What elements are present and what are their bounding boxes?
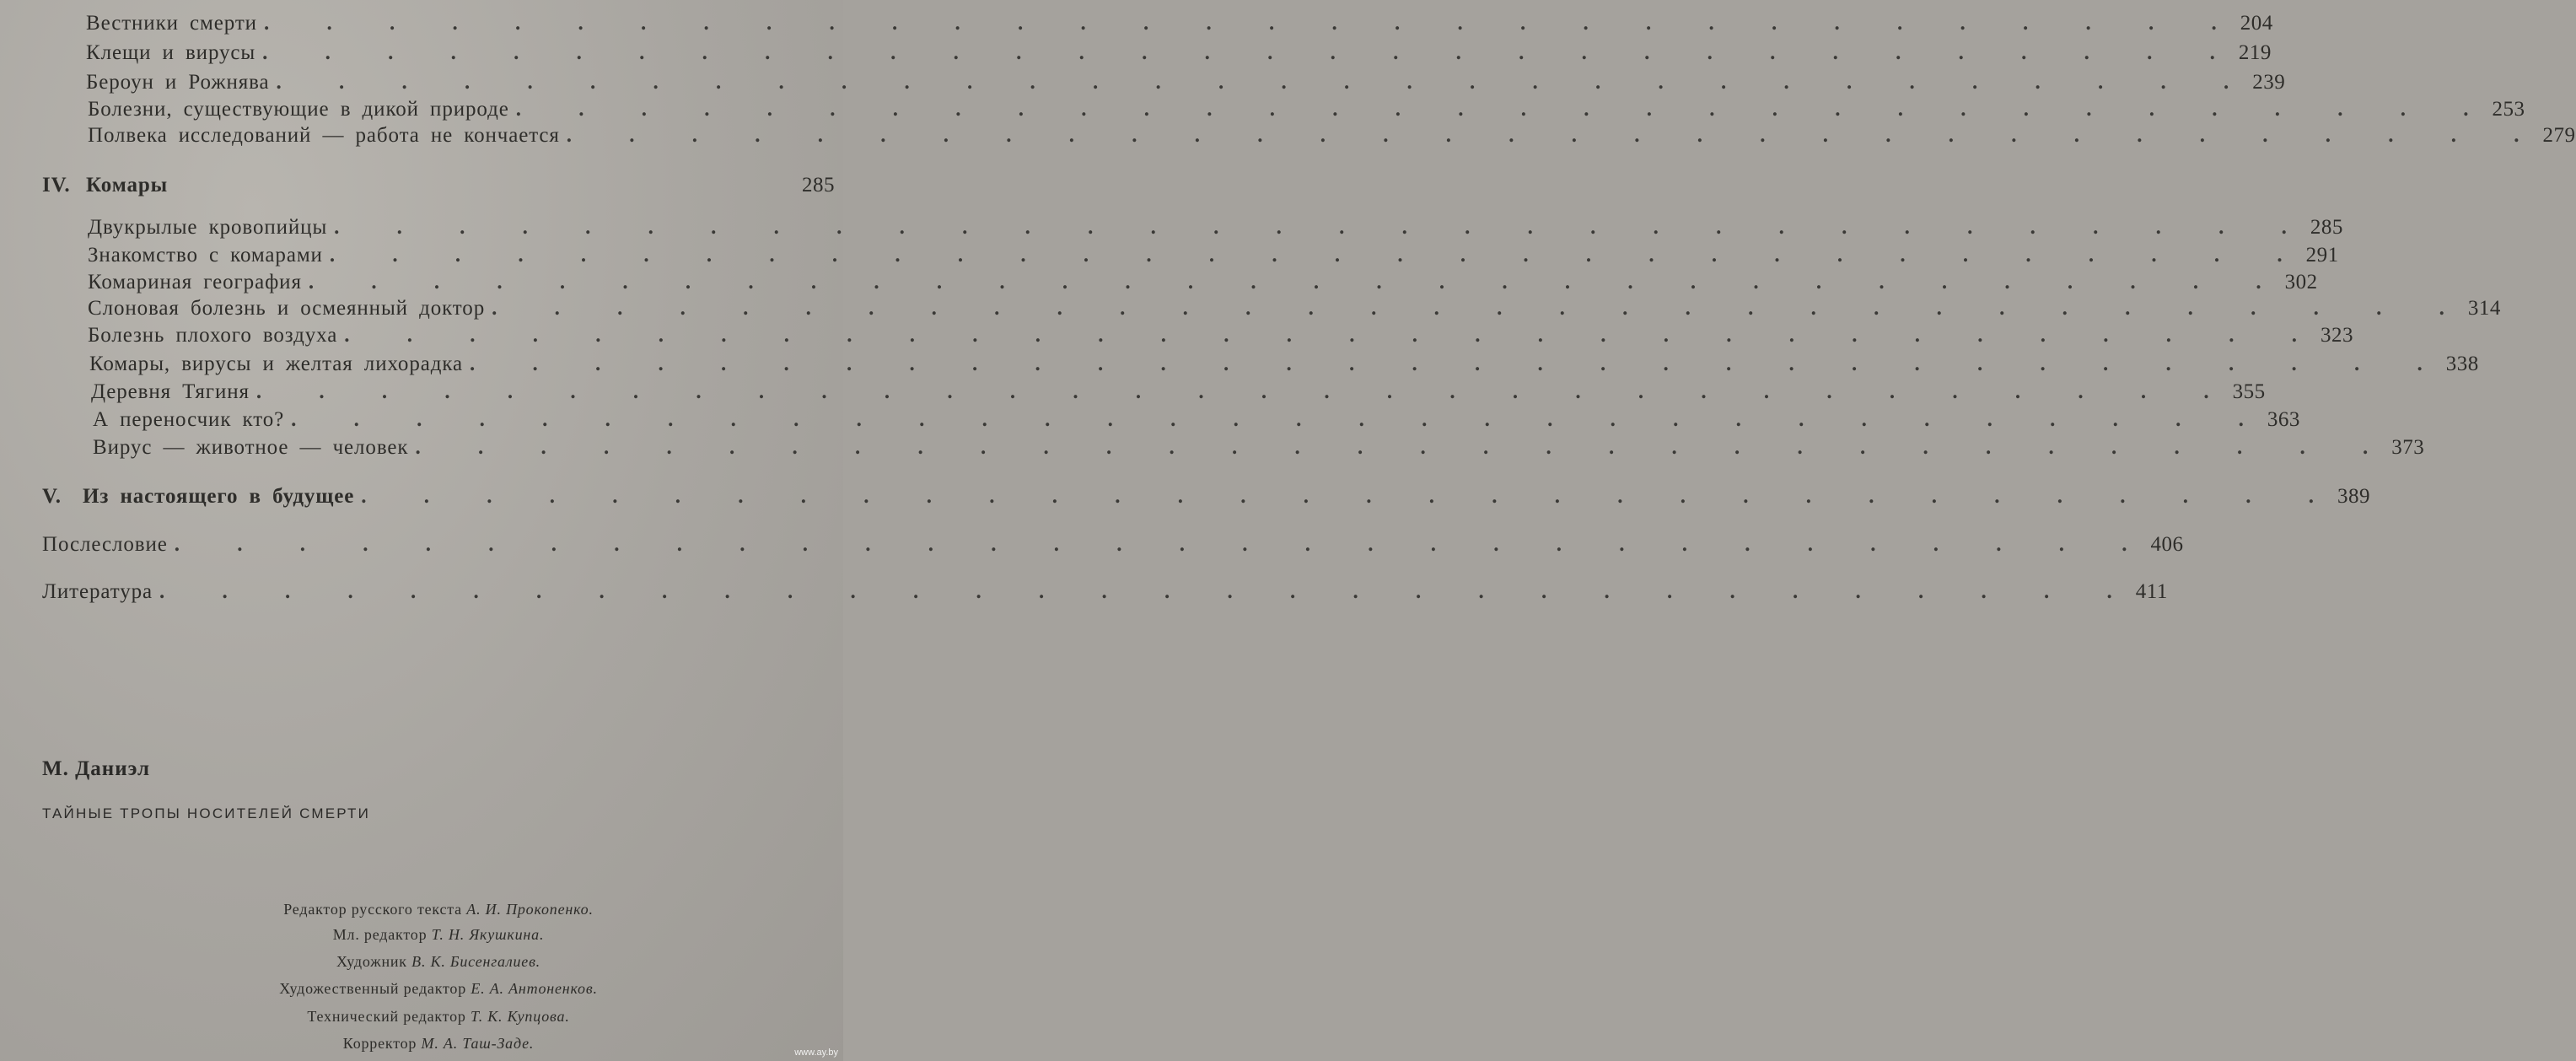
chapter-heading (42, 485, 354, 509)
credit-line (101, 926, 776, 944)
toc-entry (88, 124, 2576, 148)
toc-entry-title: Полвека исследований — работа не кончается (88, 124, 560, 147)
toc-entry-title: Деревня Тягиня (91, 380, 250, 403)
toc-entry-page: 363 (2267, 408, 2300, 431)
dot-leader: . . . . . . . . . . . . . . . . . . . . . . . . . . . . . . . . (329, 244, 2306, 267)
toc-entry (88, 244, 2339, 267)
credit-person: М. А. Таш-Заде. (421, 1035, 535, 1052)
credit-line (101, 1008, 776, 1026)
toc-entry-page: 204 (2240, 12, 2273, 35)
book-title: ТАЙНЫЕ ТРОПЫ НОСИТЕЛЕЙ СМЕРТИ (42, 805, 371, 821)
chapter-number: V. (42, 485, 62, 508)
credit-role: Художник (336, 953, 407, 970)
toc-afterword (42, 533, 2184, 557)
credit-person: Т. Н. Якушкина. (431, 926, 545, 943)
credit-role: Художественный редактор (279, 980, 467, 997)
dot-leader: . . . . . . . . . . . . . . . . . . . . . . . . . . . . . . . . (291, 408, 2267, 431)
chapter-page: 285 (802, 174, 835, 197)
dot-leader: . . . . . . . . . . . . . . . . . . . . . . . . . . . . . . . . (276, 71, 2253, 94)
dot-leader: . . . . . . . . . . . . . . . . . . . . . . . . . . . . . . . . (174, 533, 2151, 556)
watermark: www.ay.by (794, 1048, 838, 1058)
toc-entry-title: Комары, вирусы и желтая лихорадка (89, 353, 463, 375)
toc-entry-title: Клещи и вирусы (86, 41, 256, 64)
toc-chapter-iv (42, 174, 835, 197)
credit-role: Технический редактор (307, 1008, 466, 1025)
toc-entry (88, 216, 2343, 240)
toc-entry-title: Двукрылые кровопийцы (88, 216, 328, 239)
dot-leader: . . . . . . . . . . . . . . . . . . . . . . . . . . . . . . . . (470, 353, 2446, 375)
credit-person: А. И. Прокопенко. (466, 901, 594, 918)
toc-entry (88, 297, 2501, 320)
chapter-title: Комары (86, 174, 169, 197)
toc-entry-page: 355 (2232, 380, 2266, 403)
credit-role: Корректор (342, 1035, 417, 1052)
toc-entry-title: Послесловие (42, 533, 168, 556)
toc-entry (88, 98, 2525, 121)
author-name: М. Даниэл (42, 757, 150, 780)
dot-leader: . . . . . . . . . . . . . . . . . . . . . . . . . . . . . . . . (159, 580, 2136, 603)
toc-entry (88, 324, 2353, 347)
dot-leader: . . . . . . . . . . . . . . . . . . . . . . . . . . . . . . . . (361, 485, 2338, 508)
toc-entry-title: Вирус — животное — человек (93, 436, 409, 459)
toc-entry (86, 41, 2272, 65)
toc-entry-title: Болезни, существующие в дикой природе (88, 98, 509, 121)
toc-entry (93, 436, 2425, 460)
toc-entry-page: 253 (2492, 98, 2525, 121)
chapter-number: IV. (42, 174, 71, 197)
toc-entry-title: Комариная география (88, 271, 302, 294)
credit-role: Редактор русского текста (283, 901, 462, 918)
toc-entry-page: 291 (2305, 244, 2339, 267)
credit-role: Мл. редактор (332, 926, 428, 943)
toc-entry-page: 239 (2252, 71, 2286, 94)
toc-entry-page: 338 (2445, 353, 2479, 375)
toc-entry-page: 323 (2320, 324, 2353, 347)
credit-person: Е. А. Антоненков. (471, 980, 598, 997)
toc-entry-page: 373 (2391, 436, 2425, 459)
toc-entry-page: 406 (2150, 533, 2184, 556)
toc-entry (86, 71, 2286, 94)
toc-entry-title: А переносчик кто? (93, 408, 285, 431)
chapter-heading (42, 174, 168, 197)
dot-leader: . . . . . . . . . . . . . . . . . . . . . . . . . . . . . . . . (262, 41, 2239, 64)
toc-entry-page: 285 (2310, 216, 2343, 239)
credit-line (101, 953, 776, 971)
toc-entry-page: 219 (2238, 41, 2272, 64)
chapter-title: Из настоящего в будущее (83, 485, 355, 508)
credit-line (101, 901, 776, 918)
dot-leader: . . . . . . . . . . . . . . . . . . . . . . . . . . . . . . . . (515, 98, 2493, 121)
toc-entry (91, 380, 2266, 404)
chapter-page: 389 (2337, 485, 2371, 508)
dot-leader: . . . . . . . . . . . . . . . . . . . . . . . . . . . . . . . . (255, 380, 2233, 403)
dot-leader: . . . . . . . . . . . . . . . . . . . . . . . . . . . . . . . . (344, 324, 2321, 347)
toc-entry-page: 411 (2135, 580, 2168, 603)
toc-entry-title: Вестники смерти (86, 12, 257, 35)
toc-entry-page: 279 (2542, 124, 2576, 147)
credit-line (101, 1035, 776, 1053)
toc-entry-title: Болезнь плохого воздуха (88, 324, 338, 347)
toc-chapter-v (42, 485, 2371, 509)
toc-entry-page: 302 (2284, 271, 2318, 294)
toc-entry (93, 408, 2300, 432)
credit-line (101, 980, 776, 998)
toc-entry-page: 314 (2467, 297, 2501, 320)
toc-entry (86, 12, 2273, 35)
credit-person: В. К. Бисенгалиев. (411, 953, 540, 970)
dot-leader: . . . . . . . . . . . . . . . . . . . . . . . . . . . . . . . . (415, 436, 2392, 459)
toc-literature (42, 580, 2168, 604)
dot-leader: . . . . . . . . . . . . . . . . . . . . . . . . . . . . . . . . (334, 216, 2310, 239)
dot-leader: . . . . . . . . . . . . . . . . . . . . . . . . . . . . . . . . (492, 297, 2468, 320)
toc-entry-title: Литература (42, 580, 153, 603)
toc-entry-title: Знакомство с комарами (88, 244, 323, 267)
toc-entry-title: Бероун и Рожнява (86, 71, 270, 94)
dot-leader: . . . . . . . . . . . . . . . . . . . . . . . . . . . . . . . . (308, 271, 2285, 294)
toc-entry (89, 353, 2479, 376)
toc-entry-title: Слоновая болезнь и осмеянный доктор (88, 297, 486, 320)
credit-person: Т. К. Купцова. (471, 1008, 570, 1025)
dot-leader: . . . . . . . . . . . . . . . . . . . . . . . . . . . . . . . . (263, 12, 2240, 35)
toc-entry (88, 271, 2318, 294)
dot-leader: . . . . . . . . . . . . . . . . . . . . . . . . . . . . . . . . (566, 124, 2543, 147)
